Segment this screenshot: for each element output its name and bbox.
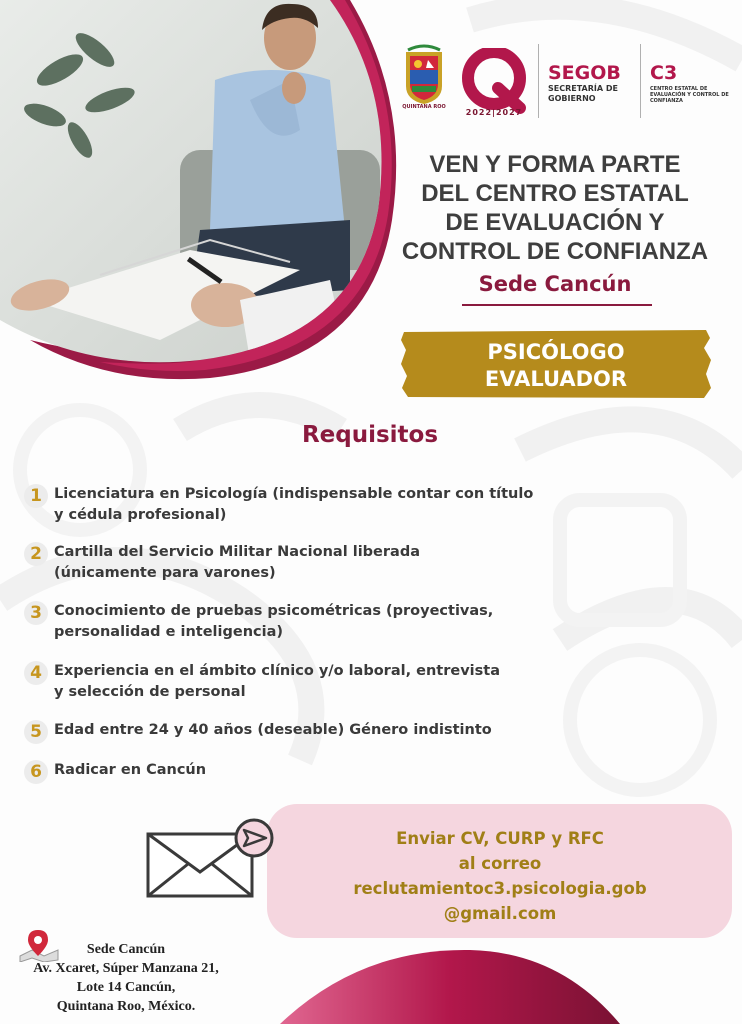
role-title-line: PSICÓLOGO bbox=[487, 340, 625, 364]
headline-line: VEN Y FORMA PARTE bbox=[429, 151, 681, 178]
requirement-number: 4 bbox=[24, 661, 48, 685]
segob-logo: SEGOB bbox=[548, 62, 621, 84]
requirement-text bbox=[54, 542, 674, 584]
requirement-line: Edad entre 24 y 40 años (deseable) Género indistinto bbox=[54, 722, 492, 738]
role-title bbox=[400, 339, 712, 393]
requirement-text bbox=[54, 720, 674, 741]
requirement-line: personalidad e inteligencia) bbox=[54, 624, 283, 640]
requirement-line: y cédula profesional) bbox=[54, 507, 227, 523]
logo-divider bbox=[640, 44, 641, 118]
requirement-line: (únicamente para varones) bbox=[54, 565, 276, 581]
requirements-title: Requisitos bbox=[301, 422, 439, 448]
headline-line: CONTROL DE CONFIANZA bbox=[401, 238, 709, 265]
requirement-line: Experiencia en el ámbito clínico y/o laboral, entrevista bbox=[54, 663, 500, 679]
contact-text bbox=[290, 826, 710, 926]
hero-photo bbox=[0, 0, 400, 390]
envelope-send-icon bbox=[146, 818, 276, 900]
contact-line: al correo bbox=[458, 854, 542, 873]
contact-email-domain[interactable]: @gmail.com bbox=[443, 904, 557, 923]
address-line: Quintana Roo, México. bbox=[56, 999, 196, 1014]
requirement-number: 3 bbox=[24, 601, 48, 625]
sede-title: Sede Cancún bbox=[478, 272, 632, 296]
address-line: Sede Cancún bbox=[86, 942, 166, 957]
address-line: Lote 14 Cancún, bbox=[76, 980, 176, 995]
segob-subtitle: SECRETARÍA DE GOBIERNO bbox=[548, 84, 618, 103]
requirement-number: 1 bbox=[24, 484, 48, 508]
headline-line: DEL CENTRO ESTATAL bbox=[421, 180, 689, 207]
contact-line: Enviar CV, CURP y RFC bbox=[396, 829, 604, 848]
c3-logo: C3 bbox=[650, 62, 678, 84]
requirement-text bbox=[54, 661, 674, 703]
logo-divider bbox=[538, 44, 539, 118]
role-title-line: EVALUADOR bbox=[484, 367, 628, 391]
sede-underline bbox=[462, 304, 652, 306]
requirement-line: Cartilla del Servicio Militar Nacional liberada bbox=[54, 544, 420, 560]
c3-subtitle: CENTRO ESTATAL DE EVALUACIÓN Y CONTROL DE CONFIANZA bbox=[650, 86, 729, 104]
requirement-text bbox=[54, 484, 674, 526]
requirement-line: Licenciatura en Psicología (indispensable contar con título bbox=[54, 486, 534, 502]
requirement-text bbox=[54, 601, 674, 643]
requirement-number: 5 bbox=[24, 720, 48, 744]
requirement-number: 6 bbox=[24, 760, 48, 784]
requirement-line: Conocimiento de pruebas psicométricas (proyectivas, bbox=[54, 603, 494, 619]
page-headline bbox=[380, 150, 730, 266]
headline-line: DE EVALUACIÓN Y bbox=[445, 209, 665, 236]
requirement-text bbox=[54, 760, 674, 781]
logo-bar bbox=[398, 44, 728, 122]
requirement-line: y selección de personal bbox=[54, 684, 246, 700]
quintana-roo-label: QUINTANA ROO bbox=[402, 104, 446, 110]
bottom-wave-decoration bbox=[0, 940, 742, 1024]
requirement-line: Radicar en Cancún bbox=[54, 762, 207, 778]
contact-email[interactable]: reclutamientoc3.psicologia.gob bbox=[353, 879, 647, 898]
address-line: Av. Xcaret, Súper Manzana 21, bbox=[33, 961, 219, 976]
government-years: 2022|2027 bbox=[465, 108, 523, 117]
requirement-number: 2 bbox=[24, 542, 48, 566]
